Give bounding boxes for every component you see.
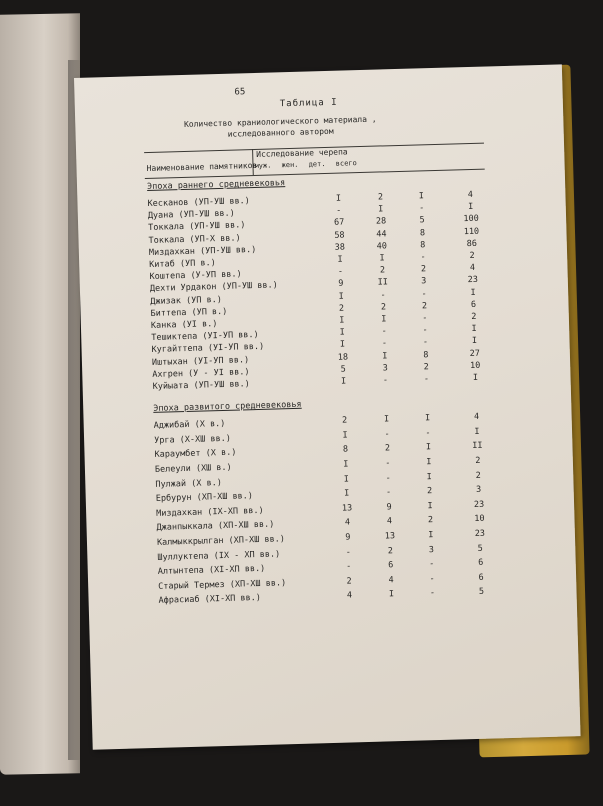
- female-count: 44: [376, 228, 387, 240]
- site-name: Коштепа (У-УП вв.): [149, 269, 242, 283]
- total-count: I: [472, 372, 479, 383]
- female-count: -: [385, 487, 392, 498]
- child-count: -: [429, 588, 436, 599]
- header-columns: [254, 159, 362, 170]
- child-count: -: [422, 313, 428, 324]
- total-count: 4: [469, 263, 476, 274]
- total-count: 23: [474, 528, 486, 539]
- total-count: 2: [469, 250, 475, 262]
- site-name: Пулжай (Х в.): [155, 477, 223, 490]
- female-count: I: [378, 204, 384, 215]
- child-count: 2: [421, 301, 428, 312]
- male-count: 5: [340, 364, 346, 375]
- male-count: 4: [346, 590, 353, 601]
- site-name: Биттепа (УП в.): [150, 306, 228, 319]
- female-count: 9: [386, 502, 392, 513]
- total-count: 6: [470, 299, 477, 310]
- site-name: Алтынтепа (ХI-ХП вв.): [157, 564, 266, 578]
- female-count: 2: [380, 302, 387, 313]
- total-count: 86: [466, 238, 478, 249]
- female-count: 3: [382, 363, 388, 374]
- child-count: 5: [419, 215, 425, 226]
- female-count: -: [385, 458, 391, 469]
- site-name: Кесканов (УП-УШ вв.): [147, 196, 251, 209]
- total-count: 10: [474, 514, 485, 525]
- site-name: Аджибай (Х в.): [153, 419, 226, 432]
- female-count: -: [384, 429, 390, 440]
- female-count: 2: [384, 443, 391, 454]
- site-name: Канка (УI в.): [150, 319, 218, 331]
- header-col-female: жен.: [281, 160, 299, 170]
- female-count: -: [381, 326, 387, 337]
- caption-line: Количество краниологического материала ,: [183, 114, 377, 129]
- child-count: I: [426, 457, 432, 468]
- total-count: 3: [475, 484, 482, 496]
- female-count: 4: [386, 516, 393, 527]
- caption-line: исследованного автором: [227, 126, 334, 139]
- male-count: 18: [337, 352, 349, 363]
- total-count: 2: [475, 455, 481, 466]
- child-count: -: [421, 288, 427, 299]
- male-count: 8: [342, 444, 349, 456]
- child-count: I: [427, 500, 433, 512]
- page-number: 65: [234, 87, 246, 98]
- child-count: -: [422, 337, 429, 348]
- site-name: Ербурун (ХП-ХШ вв.): [155, 491, 254, 505]
- total-count: 100: [463, 214, 479, 225]
- site-name: Куйыата (УП-УШ вв.): [152, 379, 250, 392]
- child-count: I: [425, 442, 432, 453]
- site-name: Токкала (УП-УШ вв.): [148, 220, 246, 234]
- female-count: I: [388, 589, 395, 600]
- site-name: Старый Термез (ХП-ХШ вв.): [158, 578, 287, 592]
- site-name: Иштыхан (УI-УП вв.): [151, 354, 250, 368]
- site-name: Кугайттепа (УI-УП вв.): [151, 342, 265, 356]
- female-count: 2: [387, 545, 394, 557]
- table-title: Таблица I: [279, 97, 338, 110]
- header-col-male: муж.: [254, 161, 272, 170]
- male-count: I: [343, 459, 349, 470]
- male-count: I: [337, 254, 343, 265]
- child-count: I: [424, 413, 431, 424]
- male-count: 58: [334, 230, 345, 241]
- site-name: Ахгрен (У - УI вв.): [152, 367, 250, 380]
- child-count: -: [423, 374, 430, 385]
- total-count: 4: [467, 189, 474, 201]
- site-name: Китаб (УП в.): [149, 258, 216, 270]
- male-count: 9: [338, 278, 344, 290]
- female-count: II: [377, 277, 389, 288]
- section-title: Эпоха развитого средневековья: [153, 399, 302, 415]
- male-count: 2: [338, 303, 345, 314]
- male-count: 4: [344, 517, 351, 528]
- female-count: 6: [388, 560, 394, 571]
- site-name: Шуллуктепа (IХ - ХП вв.): [157, 549, 281, 563]
- total-count: 110: [463, 226, 480, 237]
- total-count: I: [468, 202, 474, 213]
- male-count: I: [339, 327, 345, 338]
- total-count: I: [474, 426, 480, 437]
- male-count: 9: [345, 532, 351, 543]
- total-count: 4: [473, 412, 480, 423]
- total-count: 2: [475, 470, 481, 481]
- child-count: 3: [428, 544, 435, 555]
- child-count: -: [420, 252, 426, 263]
- site-name: Дуана (УП-УШ вв.): [147, 208, 235, 222]
- female-count: -: [381, 338, 388, 349]
- child-count: -: [419, 203, 425, 214]
- header-col-total: всего: [335, 159, 357, 168]
- male-count: I: [342, 430, 348, 441]
- child-count: 3: [421, 276, 427, 287]
- female-count: -: [380, 289, 386, 301]
- child-count: 8: [419, 227, 426, 238]
- site-name: Белеули (ХШ в.): [154, 462, 232, 475]
- female-count: I: [379, 253, 385, 264]
- female-count: -: [385, 472, 391, 484]
- total-count: 10: [469, 360, 481, 371]
- site-name: Миздахкан (УП-УШ вв.): [148, 244, 257, 258]
- female-count: 2: [377, 192, 384, 203]
- female-count: 40: [376, 241, 388, 252]
- male-count: I: [340, 376, 347, 387]
- male-count: I: [344, 488, 350, 499]
- total-count: I: [471, 324, 477, 335]
- female-count: I: [382, 350, 388, 362]
- total-count: 6: [478, 572, 484, 583]
- female-count: -: [382, 375, 389, 386]
- female-count: 2: [379, 265, 386, 276]
- total-count: I: [470, 287, 476, 298]
- male-count: 13: [341, 503, 353, 514]
- site-name: Урга (Х-ХШ вв.): [154, 433, 232, 446]
- total-count: 6: [478, 557, 484, 569]
- male-count: I: [335, 193, 342, 204]
- header-name-column: Наименование памятников: [146, 160, 258, 174]
- total-count: 27: [469, 348, 481, 359]
- total-count: 23: [473, 499, 485, 510]
- header-group-title: Исследование черепа: [256, 147, 348, 159]
- male-count: -: [337, 266, 344, 277]
- child-count: -: [422, 325, 428, 336]
- total-count: 23: [467, 275, 479, 286]
- male-count: I: [338, 291, 344, 302]
- female-count: I: [383, 414, 390, 425]
- section-title: Эпоха раннего средневековья: [146, 178, 286, 193]
- male-count: -: [336, 205, 342, 216]
- site-name: Афрасиаб (ХI-ХП вв.): [158, 593, 262, 607]
- male-count: I: [339, 315, 345, 326]
- male-count: -: [345, 547, 352, 558]
- site-name: Миздахкан (IХ-ХП вв.): [156, 505, 264, 519]
- site-name: Калмыккрылган (ХП-ХШ вв.): [156, 534, 286, 548]
- female-count: 13: [384, 531, 396, 542]
- male-count: I: [339, 339, 346, 351]
- child-count: -: [429, 573, 435, 585]
- child-count: 2: [423, 362, 429, 373]
- site-name: Дехти Урдакон (УП-УШ вв.): [149, 280, 278, 295]
- site-name: Джизак (УП в.): [150, 294, 223, 307]
- male-count: -: [346, 561, 352, 572]
- child-count: I: [428, 530, 434, 541]
- total-count: II: [472, 441, 483, 452]
- male-count: 2: [341, 415, 348, 426]
- child-count: -: [425, 427, 431, 439]
- total-count: 5: [477, 543, 483, 554]
- total-count: 2: [471, 311, 477, 322]
- female-count: 28: [375, 216, 387, 228]
- male-count: 2: [346, 576, 352, 587]
- child-count: I: [418, 191, 425, 202]
- site-name: Караумбет (Х в.): [154, 448, 237, 461]
- site-name: Тешиктепа (УI-УП вв.): [151, 330, 259, 344]
- child-count: I: [426, 471, 432, 482]
- site-name: Токкала (УП-Х вв.): [148, 233, 241, 246]
- header-col-child: дет.: [308, 160, 326, 169]
- male-count: I: [343, 474, 350, 485]
- table-caption: [155, 113, 406, 142]
- male-count: 38: [334, 242, 346, 253]
- site-name: Джанпыккала (ХП-ХШ вв.): [156, 519, 275, 534]
- child-count: 2: [420, 264, 427, 275]
- female-count: 4: [388, 575, 394, 586]
- male-count: 67: [333, 217, 345, 229]
- female-count: I: [381, 314, 387, 325]
- total-count: I: [471, 336, 478, 347]
- child-count: 8: [420, 240, 426, 251]
- total-count: 5: [478, 587, 485, 598]
- child-count: 2: [426, 486, 433, 497]
- child-count: -: [429, 559, 435, 570]
- child-count: 2: [427, 515, 434, 526]
- child-count: 8: [423, 349, 429, 360]
- document-page: [74, 64, 581, 749]
